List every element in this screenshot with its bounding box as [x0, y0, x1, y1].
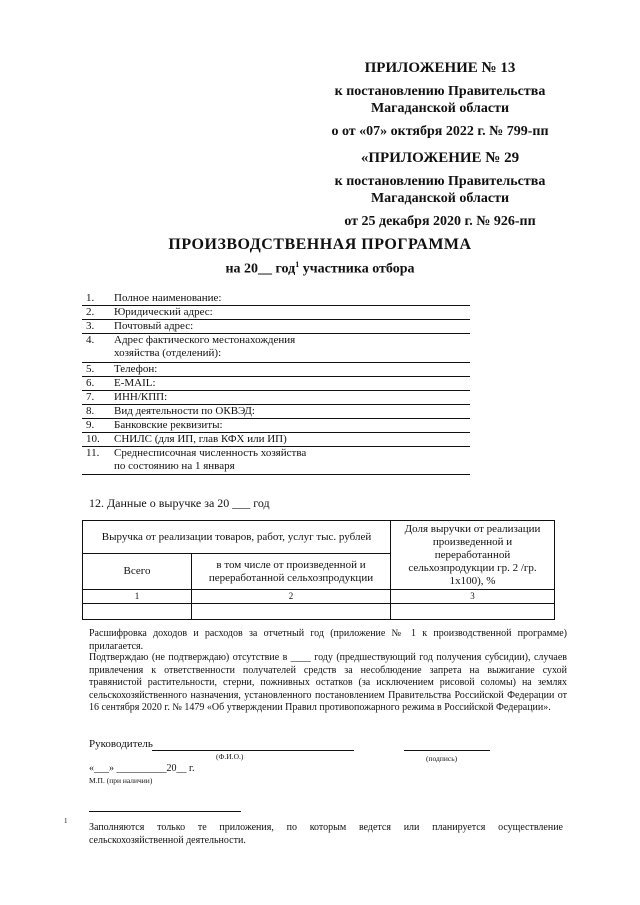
subtitle-year: на 20__ год — [225, 261, 296, 277]
signature-caption: (подпись) — [426, 754, 458, 763]
field-number: 5. — [86, 363, 95, 375]
page-subtitle — [0, 260, 640, 278]
field-row-actual-address — [82, 334, 470, 363]
header-annex-13 — [300, 60, 580, 140]
page-title: ПРОИЗВОДСТВЕННАЯ ПРОГРАММА — [168, 236, 472, 253]
field-label: ИНН/КПП: — [114, 391, 168, 403]
field-number: 2. — [86, 306, 95, 318]
field-number: 1. — [86, 292, 95, 304]
table-col-number-1: 1 — [83, 590, 192, 604]
stamp-caption: М.П. (при наличии) — [89, 776, 153, 785]
field-label: Адрес фактического местонахождения хозяйства (отделений): — [114, 334, 296, 359]
header-annex-29-line3: Магаданской области — [370, 191, 510, 206]
table-col-number-2: 2 — [192, 590, 391, 604]
field-row-name — [82, 292, 470, 306]
section-12-heading: 12. Данные о выручке за 20 ___ год — [89, 496, 270, 510]
field-label: Среднесписочная численность хозяйства по состоянию на 1 января — [114, 447, 307, 472]
revenue-table — [82, 520, 555, 620]
date-line: «___» __________20__ г. — [89, 763, 195, 774]
field-number: 9. — [86, 419, 95, 431]
field-number: 7. — [86, 391, 95, 403]
table-head-share: Доля выручки от реализации произведенной и переработанной сельхозпродукции гр. 2 /гр. 1х100), % — [391, 521, 555, 590]
table-cell-share[interactable] — [391, 604, 555, 620]
table-head-total: Всего — [83, 554, 192, 590]
field-row-postal-address — [82, 320, 470, 334]
field-number: 3. — [86, 320, 95, 332]
field-row-headcount — [82, 447, 470, 475]
field-number: 10. — [86, 433, 100, 445]
field-label: СНИЛС (для ИП, глав КФХ или ИП) — [114, 433, 287, 445]
header-annex-29-date: от 25 декабря 2020 г. № 926-пп — [344, 214, 536, 229]
table-col-number-3: 3 — [391, 590, 555, 604]
field-row-phone — [82, 363, 470, 377]
field-label: Банковские реквизиты: — [114, 419, 223, 431]
header-annex-13-line2: к постановлению Правительства — [334, 84, 546, 99]
field-row-email — [82, 377, 470, 391]
header-annex-13-date: о от «07» октября 2022 г. № 799-пп — [331, 124, 549, 139]
applicant-fields — [82, 292, 470, 475]
para-income-breakdown: Расшифровка доходов и расходов за отчетный год (приложение № 1 к производственной программе) прилагается. — [89, 628, 567, 652]
field-label: Юридический адрес: — [114, 306, 213, 318]
field-label: Почтовый адрес: — [114, 320, 194, 332]
header-annex-29-number: «ПРИЛОЖЕНИЕ № 29 — [360, 150, 520, 166]
header-annex-29 — [300, 150, 580, 230]
table-head-including: в том числе от произведенной и переработанной сельхозпродукции — [192, 554, 391, 590]
field-number: 8. — [86, 405, 95, 417]
footnote-separator — [89, 811, 241, 812]
footnote-text: Заполняются только те приложения, по которым ведется или планируется осуществление сельскохозяйственной деятельности. — [89, 822, 563, 846]
signature-line — [404, 750, 490, 751]
subtitle-participant: участника отбора — [299, 261, 415, 277]
footnote-mark: 1 — [64, 817, 68, 825]
footnote-ref: 1 — [295, 260, 300, 269]
header-annex-13-line3: Магаданской области — [370, 101, 510, 116]
field-number: 11. — [86, 447, 100, 459]
field-label: Телефон: — [114, 363, 158, 375]
field-row-legal-address — [82, 306, 470, 320]
field-row-inn — [82, 391, 470, 405]
fio-caption: (Ф.И.О.) — [216, 752, 244, 761]
field-row-snils — [82, 433, 470, 447]
field-number: 6. — [86, 377, 95, 389]
field-number: 4. — [86, 334, 95, 346]
field-label: Вид деятельности по ОКВЭД: — [114, 405, 255, 417]
field-row-bank — [82, 419, 470, 433]
header-annex-29-line2: к постановлению Правительства — [334, 174, 546, 189]
table-cell-including[interactable] — [192, 604, 391, 620]
table-cell-total[interactable] — [83, 604, 192, 620]
fio-line — [152, 750, 354, 751]
header-annex-13-number: ПРИЛОЖЕНИЕ № 13 — [364, 60, 516, 76]
field-label: E-MAIL: — [114, 377, 156, 389]
signature-head-label: Руководитель — [89, 738, 153, 750]
para-fire-safety-confirmation: Подтверждаю (не подтверждаю) отсутствие в ____ году (предшествующий год получения субсидии), случаев привлечения к ответственности получателей средств за несоблюдение запрета на выжигание сухой травянистой растительности, стерни, пожнивных остатков (за исключением рисовой соломы) на землях сельскохозяйственного назначения, установленного постановлением Правительства Российской Федерации от 16 сентября 2020 г. № 1479 «Об утверждении Правил противопожарного режима в Российской Федерации». — [89, 652, 567, 713]
field-label: Полное наименование: — [114, 292, 222, 304]
table-head-revenue: Выручка от реализации товаров, работ, услуг тыс. рублей — [83, 521, 391, 554]
field-row-okved — [82, 405, 470, 419]
